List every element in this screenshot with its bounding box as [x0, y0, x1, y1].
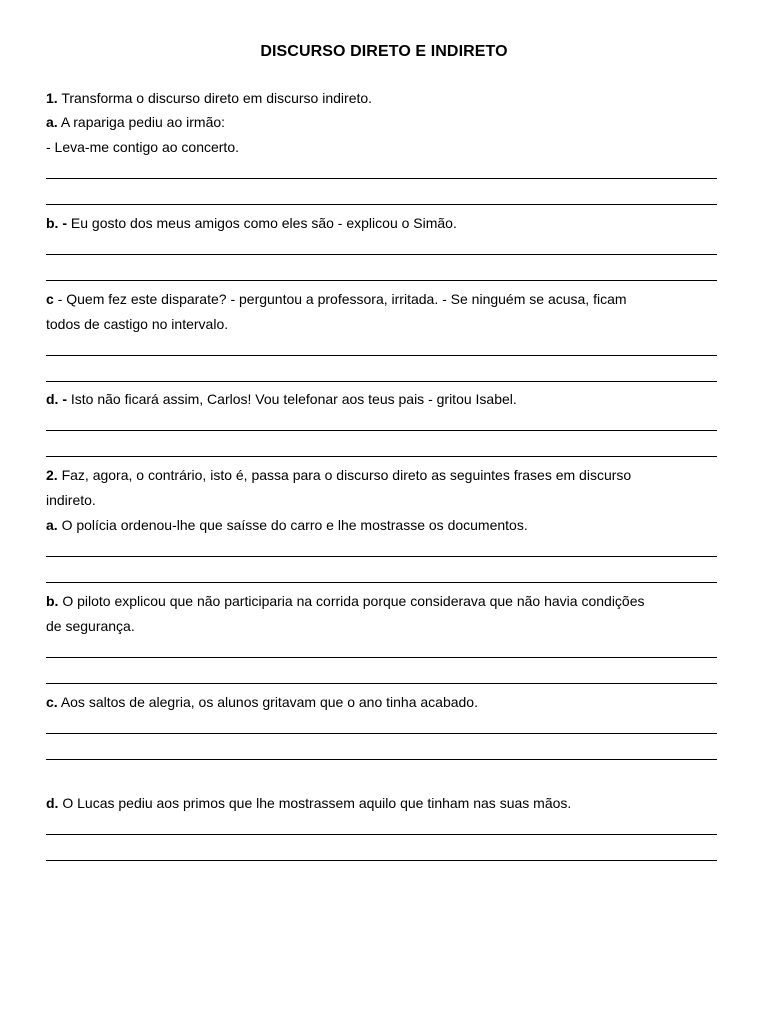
item-1c-prompt	[46, 290, 722, 308]
answer-line[interactable]	[46, 582, 717, 583]
exercise-2-instruction	[46, 466, 722, 484]
answer-line[interactable]	[46, 556, 717, 557]
answer-line[interactable]	[46, 254, 717, 255]
item-2c-prompt	[46, 693, 722, 711]
item-1b-prompt	[46, 214, 722, 232]
item-1d-text: Isto não ficará assim, Carlos! Vou telefonar aos teus pais - gritou Isabel.	[70, 391, 517, 407]
item-1b-text: Eu gosto dos meus amigos como eles são - explicou o Simão.	[70, 215, 457, 231]
item-2a-prompt	[46, 516, 722, 534]
answer-line[interactable]	[46, 683, 717, 684]
answer-line[interactable]	[46, 733, 717, 734]
item-1b-label: b. -	[46, 215, 67, 231]
answer-line[interactable]	[46, 204, 717, 205]
item-1c-text-line1: - Quem fez este disparate? - perguntou a professora, irritada. - Se ninguém se acusa, ficam	[57, 291, 627, 307]
item-2c-label: c.	[46, 694, 58, 710]
item-1a-speech: - Leva-me contigo ao concerto.	[46, 139, 239, 155]
item-1d-prompt	[46, 390, 722, 408]
page-title: DISCURSO DIRETO E INDIRETO	[260, 43, 508, 60]
answer-line[interactable]	[46, 834, 717, 835]
exercise-1-number: 1.	[46, 90, 58, 106]
item-1c-text-line2: todos de castigo no intervalo.	[46, 316, 229, 332]
item-1a-prompt	[46, 113, 722, 131]
exercise-1-instruction	[46, 89, 722, 107]
exercise-1-instruction-text: Transforma o discurso direto em discurso indireto.	[61, 90, 373, 106]
answer-line[interactable]	[46, 280, 717, 281]
exercise-2-instruction-line1: Faz, agora, o contrário, isto é, passa para o discurso direto as seguintes frases em discurso	[61, 467, 632, 483]
answer-line[interactable]	[46, 456, 717, 457]
item-2d-text: O Lucas pediu aos primos que lhe mostrassem aquilo que tinham nas suas mãos.	[62, 795, 572, 811]
exercise-2-number: 2.	[46, 467, 58, 483]
answer-line[interactable]	[46, 860, 717, 861]
answer-line[interactable]	[46, 759, 717, 760]
item-2b-text-line1: O piloto explicou que não participaria na corrida porque considerava que não havia condições	[62, 593, 645, 609]
item-2b-text-line2: de segurança.	[46, 618, 135, 634]
item-2b-prompt	[46, 592, 722, 610]
item-1a-text: A rapariga pediu ao irmão:	[60, 114, 226, 130]
item-2d-prompt	[46, 794, 722, 812]
item-2a-label: a.	[46, 517, 58, 533]
answer-line[interactable]	[46, 657, 717, 658]
item-1c-label: c	[46, 291, 54, 307]
answer-line[interactable]	[46, 178, 717, 179]
item-2d-label: d.	[46, 795, 59, 811]
item-2b-label: b.	[46, 593, 59, 609]
item-1d-label: d. -	[46, 391, 67, 407]
exercise-2-instruction-line2: indireto.	[46, 492, 96, 508]
item-2a-text: O polícia ordenou-lhe que saísse do carro e lhe mostrasse os documentos.	[61, 517, 528, 533]
answer-line[interactable]	[46, 381, 717, 382]
item-1a-label: a.	[46, 114, 58, 130]
item-2c-text: Aos saltos de alegria, os alunos gritavam que o ano tinha acabado.	[60, 694, 478, 710]
answer-line[interactable]	[46, 430, 717, 431]
answer-line[interactable]	[46, 355, 717, 356]
